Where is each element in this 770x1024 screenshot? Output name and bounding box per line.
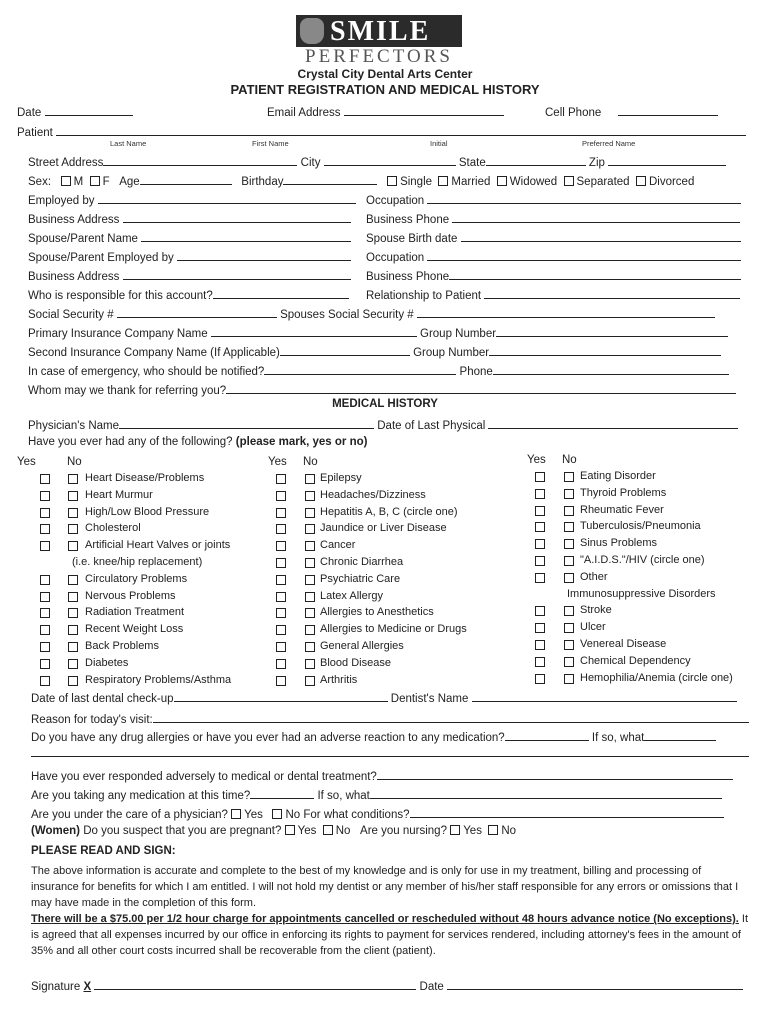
condition-yes-checkbox[interactable] — [535, 506, 545, 516]
condition-no-checkbox[interactable] — [564, 522, 574, 532]
condition-label: Cancer — [320, 539, 356, 552]
condition-label: Thyroid Problems — [580, 486, 667, 499]
business-phone-label: Business Phone — [366, 214, 450, 226]
drug-allergy-what-field[interactable] — [644, 729, 716, 741]
condition-yes-checkbox[interactable] — [535, 606, 545, 616]
read-sign-heading: PLEASE READ AND SIGN: — [31, 845, 176, 857]
spouse-ssn-label: Spouses Social Security # — [280, 309, 414, 321]
condition-yes-checkbox[interactable] — [276, 608, 286, 618]
nursing-no-label: No — [501, 825, 517, 837]
condition-yes-checkbox[interactable] — [276, 508, 286, 518]
spouse-employed-field[interactable] — [177, 249, 351, 261]
form-title: PATIENT REGISTRATION AND MEDICAL HISTORY — [230, 82, 540, 97]
emergency-label: In case of emergency, who should be notified? — [28, 366, 265, 378]
condition-no-checkbox[interactable] — [564, 489, 574, 499]
condition-yes-checkbox[interactable] — [535, 674, 545, 684]
signature-date-field[interactable] — [447, 978, 743, 990]
condition-label: Diabetes — [85, 656, 129, 669]
condition-label: Venereal Disease — [580, 638, 667, 650]
condition-no-checkbox[interactable] — [564, 657, 574, 667]
condition-yes-checkbox[interactable] — [276, 524, 286, 534]
condition-label: Cholesterol — [85, 522, 141, 535]
email-label: Email Address — [267, 107, 341, 119]
spouse-birth-label: Spouse Birth date — [366, 233, 458, 245]
condition-yes-checkbox[interactable] — [535, 472, 545, 482]
physician-label: Physician's Name — [28, 420, 120, 432]
condition-yes-checkbox[interactable] — [40, 642, 50, 652]
condition-no-checkbox[interactable] — [68, 625, 78, 635]
cancellation-policy: There will be a $75.00 per 1/2 hour charge for appointments cancelled or rescheduled without 48 hours advance notice (No exceptions). — [31, 913, 739, 925]
separated-checkbox[interactable] — [564, 176, 574, 186]
dentist-label: Dentist's Name — [390, 693, 469, 705]
emergency-field[interactable] — [264, 363, 456, 375]
condition-no-checkbox[interactable] — [564, 606, 574, 616]
nursing-label: Are you nursing? — [360, 825, 447, 837]
birthday-field[interactable] — [283, 173, 377, 185]
physician-care-no-label: No — [285, 809, 301, 821]
condition-yes-checkbox[interactable] — [40, 625, 50, 635]
separated-label: Separated — [576, 176, 630, 188]
signature-field[interactable] — [94, 978, 416, 990]
business-address-label: Business Address — [28, 214, 120, 226]
condition-no-checkbox[interactable] — [305, 659, 315, 669]
condition-label: Arthritis — [320, 673, 358, 686]
condition-yes-checkbox[interactable] — [40, 524, 50, 534]
signature-date-label: Date — [419, 981, 444, 993]
condition-yes-checkbox[interactable] — [40, 592, 50, 602]
group1-label: Group Number — [420, 328, 497, 340]
condition-no-checkbox[interactable] — [564, 539, 574, 549]
condition-no-checkbox[interactable] — [305, 541, 315, 551]
condition-label: Respiratory Problems/Asthma — [85, 673, 232, 686]
condition-yes-checkbox[interactable] — [276, 642, 286, 652]
street-field[interactable] — [103, 154, 297, 166]
condition-no-checkbox[interactable] — [305, 625, 315, 635]
birthday-label: Birthday — [241, 176, 284, 188]
spouse-occupation-label: Occupation — [366, 252, 425, 264]
physician-field[interactable] — [119, 417, 374, 429]
divorced-checkbox[interactable] — [636, 176, 646, 186]
reason-field[interactable] — [153, 711, 749, 723]
physician-care-label: Are you under the care of a physician? — [31, 809, 228, 821]
logo — [296, 15, 462, 47]
condition-no-checkbox[interactable] — [305, 508, 315, 518]
logo-subbrand: PERFECTORS — [305, 46, 453, 67]
last-checkup-field[interactable] — [174, 690, 388, 702]
condition-no-checkbox[interactable] — [564, 640, 574, 650]
condition-yes-checkbox[interactable] — [40, 659, 50, 669]
conditions-instruction: (please mark, yes or no) — [235, 436, 368, 448]
condition-yes-checkbox[interactable] — [40, 508, 50, 518]
condition-no-checkbox[interactable] — [68, 659, 78, 669]
spouse-employed-label: Spouse/Parent Employed by — [28, 252, 174, 264]
single-checkbox[interactable] — [387, 176, 397, 186]
last-physical-field[interactable] — [488, 417, 738, 429]
referral-field[interactable] — [226, 382, 736, 394]
initial-caption: Initial — [430, 139, 448, 148]
condition-yes-checkbox[interactable] — [40, 676, 50, 686]
condition-no-checkbox[interactable] — [305, 524, 315, 534]
condition-label: Stroke — [580, 604, 612, 617]
reason-label: Reason for today's visit: — [31, 714, 153, 726]
logo-brand: SMILE — [330, 16, 431, 47]
first-name-caption: First Name — [252, 139, 289, 148]
condition-yes-checkbox[interactable] — [535, 556, 545, 566]
condition-label: Allergies to Anesthetics — [320, 606, 434, 619]
city-label: City — [300, 157, 321, 169]
spouse-ssn-field[interactable] — [417, 306, 715, 318]
drug-allergy-what-label: If so, what — [591, 732, 645, 744]
email-field[interactable] — [344, 104, 504, 116]
occupation-label: Occupation — [366, 195, 425, 207]
condition-yes-checkbox[interactable] — [535, 657, 545, 667]
condition-no-checkbox[interactable] — [305, 676, 315, 686]
group1-field[interactable] — [496, 325, 728, 337]
condition-yes-checkbox[interactable] — [40, 575, 50, 585]
condition-yes-checkbox[interactable] — [535, 640, 545, 650]
condition-label: Jaundice or Liver Disease — [320, 522, 447, 535]
date-field[interactable] — [45, 104, 133, 116]
women-label: (Women) — [31, 825, 80, 837]
condition-yes-checkbox[interactable] — [276, 625, 286, 635]
condition-no-checkbox[interactable] — [305, 558, 315, 568]
condition-no-checkbox[interactable] — [305, 474, 315, 484]
condition-label: Heart Disease/Problems — [85, 472, 205, 484]
zip-label: Zip — [588, 157, 605, 169]
condition-no-checkbox[interactable] — [564, 556, 574, 566]
condition-no-checkbox[interactable] — [68, 592, 78, 602]
pregnant-label: Do you suspect that you are pregnant? — [83, 825, 282, 837]
pregnant-yes-label: Yes — [297, 825, 317, 837]
condition-no-checkbox[interactable] — [305, 491, 315, 501]
physician-care-yes-checkbox[interactable] — [231, 809, 241, 819]
spouse-occupation-field[interactable] — [427, 249, 741, 261]
medication-what-field[interactable] — [370, 787, 722, 799]
condition-no-checkbox[interactable] — [564, 623, 574, 633]
married-label: Married — [451, 176, 491, 188]
physician-care-no-checkbox[interactable] — [272, 809, 282, 819]
married-checkbox[interactable] — [438, 176, 448, 186]
conditions-field[interactable] — [410, 806, 724, 818]
condition-yes-checkbox[interactable] — [535, 489, 545, 499]
last-name-caption: Last Name — [110, 139, 147, 148]
referral-label: Whom may we thank for referring you? — [28, 385, 227, 397]
spouse-business-phone-field[interactable] — [449, 268, 741, 280]
nursing-no-checkbox[interactable] — [488, 825, 498, 835]
group2-label: Group Number — [413, 347, 490, 359]
condition-yes-checkbox[interactable] — [535, 539, 545, 549]
condition-label: Nervous Problems — [85, 589, 176, 602]
condition-no-checkbox[interactable] — [305, 608, 315, 618]
primary-insurance-label: Primary Insurance Company Name — [28, 328, 208, 340]
condition-yes-checkbox[interactable] — [40, 474, 50, 484]
physician-care-yes-label: Yes — [244, 809, 263, 821]
last-checkup-label: Date of last dental check-up — [31, 693, 174, 705]
condition-no-checkbox[interactable] — [68, 474, 78, 484]
condition-no-checkbox[interactable] — [305, 592, 315, 602]
condition-label: Heart Murmur — [85, 488, 153, 501]
col2-yes-header: Yes — [268, 456, 287, 468]
condition-no-checkbox[interactable] — [564, 506, 574, 516]
cell-label: Cell Phone — [545, 107, 602, 119]
condition-no-checkbox[interactable] — [564, 573, 574, 583]
condition-label: (i.e. knee/hip replacement) — [72, 556, 203, 568]
condition-yes-checkbox[interactable] — [40, 608, 50, 618]
condition-no-checkbox[interactable] — [68, 541, 78, 551]
relationship-label: Relationship to Patient — [366, 290, 482, 302]
condition-yes-checkbox[interactable] — [276, 474, 286, 484]
condition-label: Radiation Treatment — [85, 606, 185, 619]
condition-no-checkbox[interactable] — [68, 508, 78, 518]
spouse-business-address-label: Business Address — [28, 271, 120, 283]
col1-yes-header: Yes — [17, 456, 36, 468]
condition-no-checkbox[interactable] — [305, 575, 315, 585]
employed-by-label: Employed by — [28, 195, 95, 207]
spouse-business-phone-label: Business Phone — [366, 271, 450, 283]
condition-label: Hemophilia/Anemia (circle one) — [580, 671, 733, 684]
sex-m-label: M — [73, 176, 84, 188]
condition-no-checkbox[interactable] — [564, 472, 574, 482]
widowed-checkbox[interactable] — [497, 176, 507, 186]
preferred-caption: Preferred Name — [582, 139, 636, 148]
accuracy-statement: The above information is accurate and complete to the best of my knowledge and is only for use in my treatment, billing and processing of insurance for benefits for which I am entitled. I will not hold my dentist or any member of his/her staff responsible for any errors or omissions that I may have made in the completion of this form. — [31, 865, 739, 909]
street-label: Street Address — [28, 157, 104, 169]
condition-label: Chronic Diarrhea — [320, 556, 404, 568]
col1-no-header: No — [67, 456, 82, 468]
conditions-question: Have you ever had any of the following? — [28, 436, 233, 448]
condition-no-checkbox[interactable] — [68, 491, 78, 501]
col3-yes-header: Yes — [527, 454, 546, 466]
second-insurance-field[interactable] — [280, 344, 410, 356]
condition-label: Blood Disease — [320, 656, 391, 669]
widowed-label: Widowed — [509, 176, 558, 188]
sex-m-checkbox[interactable] — [61, 176, 71, 186]
nursing-yes-checkbox[interactable] — [450, 825, 460, 835]
col3-no-header: No — [562, 454, 577, 466]
city-field[interactable] — [324, 154, 456, 166]
practice-name: Crystal City Dental Arts Center — [297, 67, 473, 81]
age-label: Age — [119, 176, 140, 188]
condition-label: Latex Allergy — [320, 589, 383, 602]
relationship-field[interactable] — [484, 287, 740, 299]
group2-field[interactable] — [489, 344, 721, 356]
condition-label: Headaches/Dizziness — [320, 488, 426, 501]
adverse-label: Have you ever responded adversely to medical or dental treatment? — [31, 771, 377, 783]
condition-label: High/Low Blood Pressure — [85, 505, 210, 518]
patient-label: Patient — [17, 127, 53, 139]
col2-no-header: No — [303, 456, 318, 468]
condition-no-checkbox[interactable] — [68, 524, 78, 534]
condition-label: Recent Weight Loss — [85, 623, 184, 636]
condition-label: Ulcer — [580, 621, 606, 634]
divorced-label: Divorced — [648, 176, 695, 188]
sex-label: Sex: — [28, 176, 52, 188]
fees-statement: It is agreed that all expenses incurred by our office in enforcing its rights to payment for services rendered, including attorney's fees in the amount of 35% and all other court costs incurred shall be recoverable from the client (patient). — [31, 913, 749, 957]
medication-field[interactable] — [250, 787, 314, 799]
date-row — [17, 104, 133, 119]
occupation-field[interactable] — [427, 192, 741, 204]
sex-f-label: F — [102, 176, 110, 188]
condition-label: Eating Disorder — [580, 470, 656, 482]
second-insurance-label: Second Insurance Company Name (If Applicable) — [28, 347, 280, 359]
condition-yes-checkbox[interactable] — [535, 623, 545, 633]
condition-label: Psychiatric Care — [320, 572, 401, 585]
business-phone-field[interactable] — [452, 211, 740, 223]
drug-allergy-field[interactable] — [505, 729, 589, 741]
condition-no-checkbox[interactable] — [564, 674, 574, 684]
pregnant-no-label: No — [335, 825, 351, 837]
condition-label: Tuberculosis/Pneumonia — [580, 520, 701, 533]
medical-history-title: MEDICAL HISTORY — [332, 398, 438, 410]
responsible-label: Who is responsible for this account? — [28, 290, 213, 302]
condition-yes-checkbox[interactable] — [535, 573, 545, 583]
signature-label: Signature — [31, 981, 81, 993]
medication-what-label: If so, what — [317, 790, 370, 802]
signature-x: X — [83, 981, 92, 993]
condition-label: Sinus Problems — [580, 537, 658, 550]
condition-no-checkbox[interactable] — [68, 575, 78, 585]
state-label: State — [458, 157, 486, 169]
spouse-name-field[interactable] — [141, 230, 351, 242]
pregnant-yes-checkbox[interactable] — [285, 825, 295, 835]
adverse-field[interactable] — [377, 768, 733, 780]
condition-yes-checkbox[interactable] — [276, 575, 286, 585]
condition-label: Artificial Heart Valves or joints — [85, 539, 231, 552]
employed-by-field[interactable] — [98, 192, 356, 204]
condition-label: Rheumatic Fever — [580, 503, 664, 516]
sex-f-checkbox[interactable] — [90, 176, 100, 186]
condition-no-checkbox[interactable] — [68, 642, 78, 652]
last-physical-label: Date of Last Physical — [377, 420, 486, 432]
condition-yes-checkbox[interactable] — [276, 541, 286, 551]
emergency-phone-label: Phone — [459, 366, 493, 378]
condition-yes-checkbox[interactable] — [535, 522, 545, 532]
conditions-label: For what conditions? — [303, 809, 410, 821]
condition-label: Back Problems — [85, 640, 159, 652]
condition-yes-checkbox[interactable] — [276, 592, 286, 602]
condition-yes-checkbox[interactable] — [276, 659, 286, 669]
date-label: Date — [17, 107, 42, 119]
emergency-phone-field[interactable] — [493, 363, 729, 375]
condition-yes-checkbox[interactable] — [40, 491, 50, 501]
dentist-field[interactable] — [472, 690, 737, 702]
condition-label: Other — [580, 570, 608, 583]
condition-label: Hepatitis A, B, C (circle one) — [320, 505, 458, 518]
business-address-field[interactable] — [123, 211, 351, 223]
nursing-yes-label: Yes — [463, 825, 482, 837]
cancellation-statement — [31, 911, 751, 959]
condition-yes-checkbox[interactable] — [276, 676, 286, 686]
condition-label: Chemical Dependency — [580, 654, 691, 667]
patient-field[interactable] — [56, 124, 746, 136]
condition-label: Circulatory Problems — [85, 572, 188, 585]
drug-allergy-label: Do you have any drug allergies or have you ever had an adverse reaction to any medication? — [31, 732, 505, 744]
spouse-birth-field[interactable] — [461, 230, 741, 242]
condition-no-checkbox[interactable] — [68, 608, 78, 618]
condition-label: Immunosuppressive Disorders — [567, 587, 716, 600]
ssn-field[interactable] — [117, 306, 277, 318]
drug-allergy-extra-line[interactable] — [31, 756, 749, 757]
condition-label: General Allergies — [320, 640, 404, 652]
spouse-business-address-field[interactable] — [123, 268, 351, 280]
single-label: Single — [400, 176, 433, 188]
age-field[interactable] — [140, 173, 232, 185]
condition-yes-checkbox[interactable] — [40, 541, 50, 551]
condition-label: Allergies to Medicine or Drugs — [320, 623, 467, 636]
primary-insurance-field[interactable] — [211, 325, 417, 337]
condition-no-checkbox[interactable] — [68, 676, 78, 686]
condition-yes-checkbox[interactable] — [276, 491, 286, 501]
medication-label: Are you taking any medication at this time? — [31, 790, 251, 802]
condition-yes-checkbox[interactable] — [276, 558, 286, 568]
cell-field[interactable] — [618, 104, 718, 116]
spouse-name-label: Spouse/Parent Name — [28, 233, 138, 245]
zip-field[interactable] — [608, 154, 726, 166]
pregnant-no-checkbox[interactable] — [323, 825, 333, 835]
ssn-label: Social Security # — [28, 309, 114, 321]
condition-label: "A.I.D.S."/HIV (circle one) — [580, 554, 705, 566]
condition-label: Epilepsy — [320, 472, 362, 484]
state-field[interactable] — [486, 154, 586, 166]
condition-no-checkbox[interactable] — [305, 642, 315, 652]
responsible-field[interactable] — [213, 287, 349, 299]
tooth-icon — [300, 18, 324, 44]
